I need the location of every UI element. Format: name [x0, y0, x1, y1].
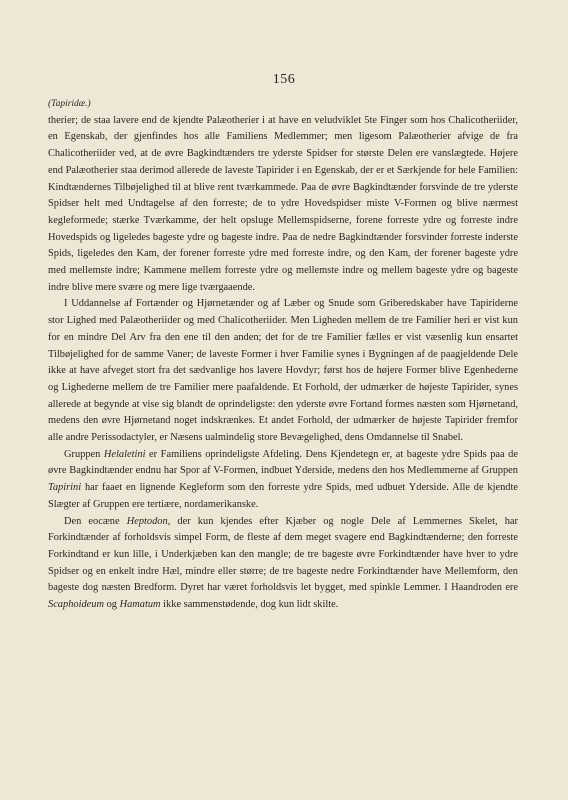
- taxon-name: Heptodon: [126, 515, 168, 527]
- paragraph-text: ikke sammenstødende, dog kun lidt skilte.: [160, 599, 339, 611]
- paragraph-text: Gruppen: [64, 448, 104, 460]
- bone-name: Hamatum: [119, 599, 161, 611]
- bone-name: Scaphoideum: [48, 599, 104, 611]
- paragraph-text: I Uddannelse af Fortænder og Hjørnetænder og af Læber og Snude som Griberedskaber have Tapiriderne stor Lighed med Palæotheriider og med Chalicotheriider. Men Ligheden mellem de tre Familier heri er vist kun for en mindre Del Arv fra den ene til den anden; det for de tre Familier fælles er vist væsenlig kun ensartet Tilbøjelighed for de samme Vaner; de laveste Former i hver Familie synes i Bygningen af de paagjeldende Dele ikke at have afveget stort fra det sædvanlige hos lavere Hovdyr; først hos de højere Former blive Egenhederne og Lighederne mellem de tre Familier mere paafaldende. Et Forhold, der udmærker de højeste Tapirider, synes allerede at begynde at vise sig blandt de oprindeligste: den yderste øvre Fortand formes næsten som Hjørnetand, medens den øvre Hjørnetand noget indskrænkes. Et andet Forhold, der udmærker de højeste Tapirider fremfor alle andre Perissodactyler, er Næsens ualmindelig store Bevægelighed, dens Omdannelse til Snabel.: [48, 298, 518, 444]
- page-number: 156: [272, 72, 296, 87]
- paragraph-1: [48, 113, 518, 297]
- paragraph-text: , der kun kjendes efter Kjæber og nogle Dele af Lemmernes Skelet, har Forkindtænder af forholdsvis simpel Form, de fleste af dem meget svagere end Bagkindtænderne; den forreste Forkindtand er kun lille, i Underkjæben kan den mangle; de tre bageste øvre Forkindtænder have hver to ydre Spidser og en enkelt indre Hæl, mindre eller større; de tre bageste nedre Forkindtænder have Mellemform, den bageste dog næsten Bredform. Dyret har været forholdsvis let bygget, med spinkle Lemmer. I Haandroden ere: [48, 515, 518, 594]
- paragraph-text: er Familiens oprindeligste Afdeling. Dens Kjendetegn er, at bageste ydre Spids paa de øvre Bagkindtænder endnu har Spor af V-Formen, indbuet Yderside, medens den hos Medlemmerne af Gruppen: [48, 448, 518, 477]
- taxon-name: Tapirini: [48, 482, 82, 494]
- taxon-name: Helaletini: [103, 448, 146, 460]
- paragraph-text: Den eocæne: [64, 515, 127, 527]
- paragraph-3: [48, 447, 518, 514]
- paragraph-4: [48, 514, 518, 614]
- paragraph-text: har faaet en lignende Kegleform som den forreste ydre Spids, med udbuet Yderside. Alle de kjendte Slægter af Gruppen ere tertiære, nordamerikanske.: [48, 482, 518, 510]
- paragraph-text: og: [103, 599, 120, 611]
- paragraph-text: therier; de staa lavere end de kjendte Palæotherier i at have en veludviklet 5te Finger som hos Chalicotheriider, en Egenskab, der gjenfindes hos alle Familiens Medlemmer; men ligesom Palæotherier afvige de fra Chalicotheriider ved, at de øvre Bagkindtænders tre yderste Spidser for største Delen ere vanslægtede. Højere end Palæotherier staa derimod allerede de laveste Tapirider i en Egenskab, der er et Særkjende for hele Familien: Kindtændernes Tilbøjelighed til at blive rent tværkammede. Paa de øvre Bagkindtænder forsvinde de tre yderste Spidser helt med Undtagelse af den forreste; de to ydre Hovedspidser miste V-Formen og blive nærmest kegleformede; stærke Tværkamme, der helt opsluge Mellemspidserne, forene forreste ydre og forreste indre Hovedspids og ligeledes bageste ydre og bageste indre. Paa de nedre Bagkindtænder forsvinder forreste inderste Spids, ligeledes den Kam, der forener forreste ydre med forreste indre, og den Kam, der forener bageste ydre med mellemste indre; Kammene mellem forreste ydre og mellemste indre og mellem bageste ydre og bageste indre blive mere svære og mere lige tværgaaende.: [48, 114, 518, 293]
- running-head: (Tapiridæ.): [48, 99, 91, 109]
- body-text: [48, 96, 518, 614]
- paragraph-2: [48, 296, 518, 446]
